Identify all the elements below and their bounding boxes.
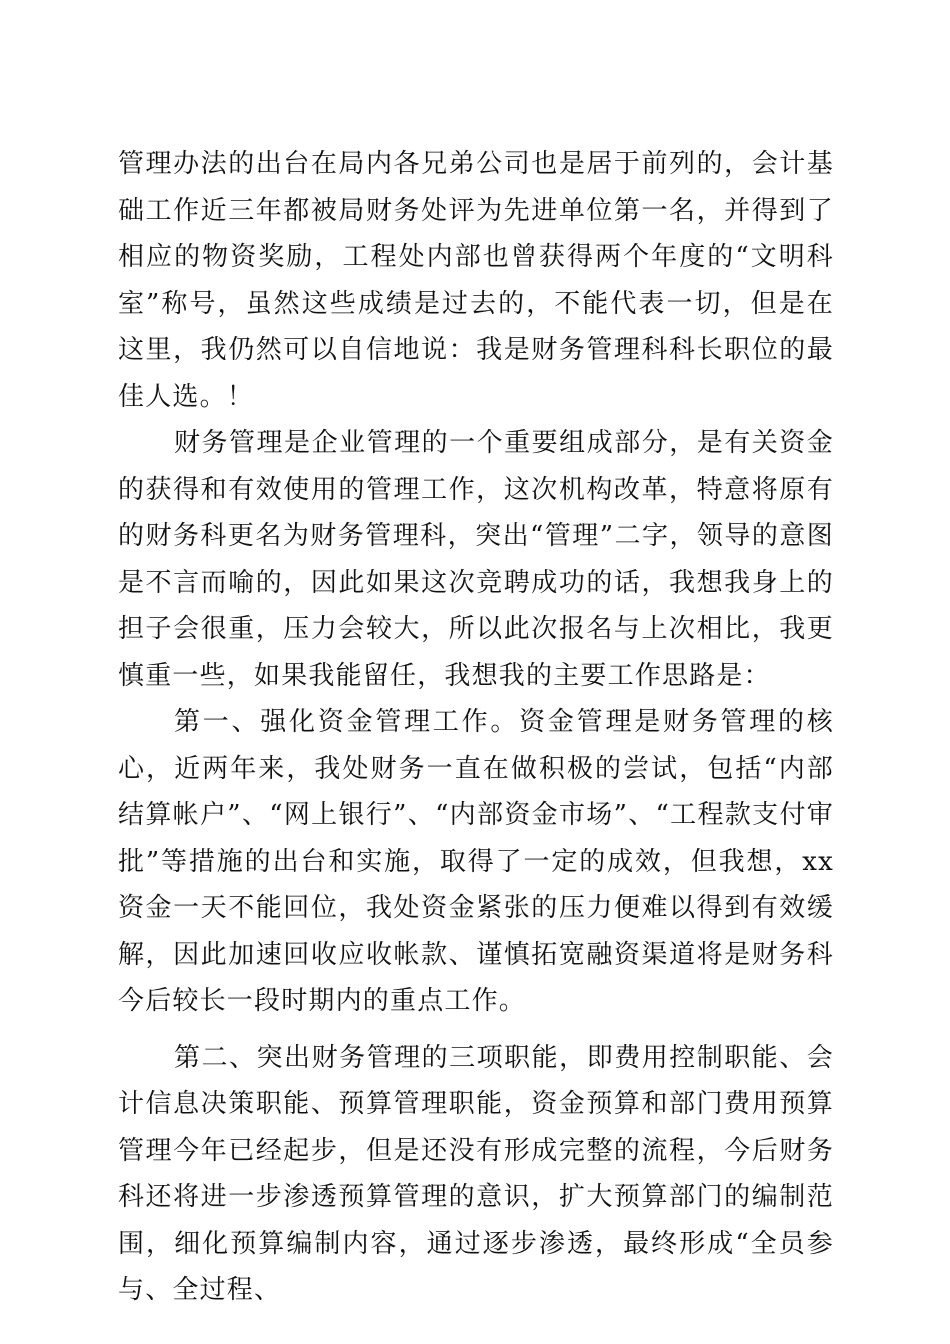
paragraph-continuation: 管理办法的出台在局内各兄弟公司也是居于前列的，会计基础工作近三年都被局财务处评为先进单位第一名，并得到了相应的物资奖励，工程处内部也曾获得两个年度的“文明科室”称号，虽然这些成绩是过去的，不能代表一切，但是在这里，我仍然可以自信地说：我是财务管理科科长职位的最佳人选。！ bbox=[118, 149, 834, 412]
paragraph-first-point: 第一、强化资金管理工作。资金管理是财务管理的核心，近两年来，我处财务一直在做积极的尝试，包括“内部结算帐户”、“网上银行”、“内部资金市场”、“工程款支付审批”等措施的出台和实施，取得了一定的成效，但我想，xx资金一天不能回位，我处资金紧张的压力便难以得到有效缓解，因此加速回收应收帐款、谨慎拓宽融资渠道将是财务科今后较长一段时期内的重点工作。 bbox=[118, 707, 834, 1016]
document-body bbox=[118, 141, 834, 1314]
paragraph-second-point: 第二、突出财务管理的三项职能，即费用控制职能、会计信息决策职能、预算管理职能，资金预算和部门费用预算管理今年已经起步，但是还没有形成完整的流程，今后财务科还将进一步渗透预算管理的意识，扩大预算部门的编制范围，细化预算编制内容，通过逐步渗透，最终形成“全员参与、全过程、 bbox=[118, 1042, 834, 1305]
paragraph-financial-management: 财务管理是企业管理的一个重要组成部分，是有关资金的获得和有效使用的管理工作，这次机构改革，特意将原有的财务科更名为财务管理科，突出“管理”二字，领导的意图是不言而喻的，因此如果这次竞聘成功的话，我想我身上的担子会很重，压力会较大，所以此次报名与上次相比，我更慎重一些，如果我能留任，我想我的主要工作思路是： bbox=[118, 428, 834, 691]
